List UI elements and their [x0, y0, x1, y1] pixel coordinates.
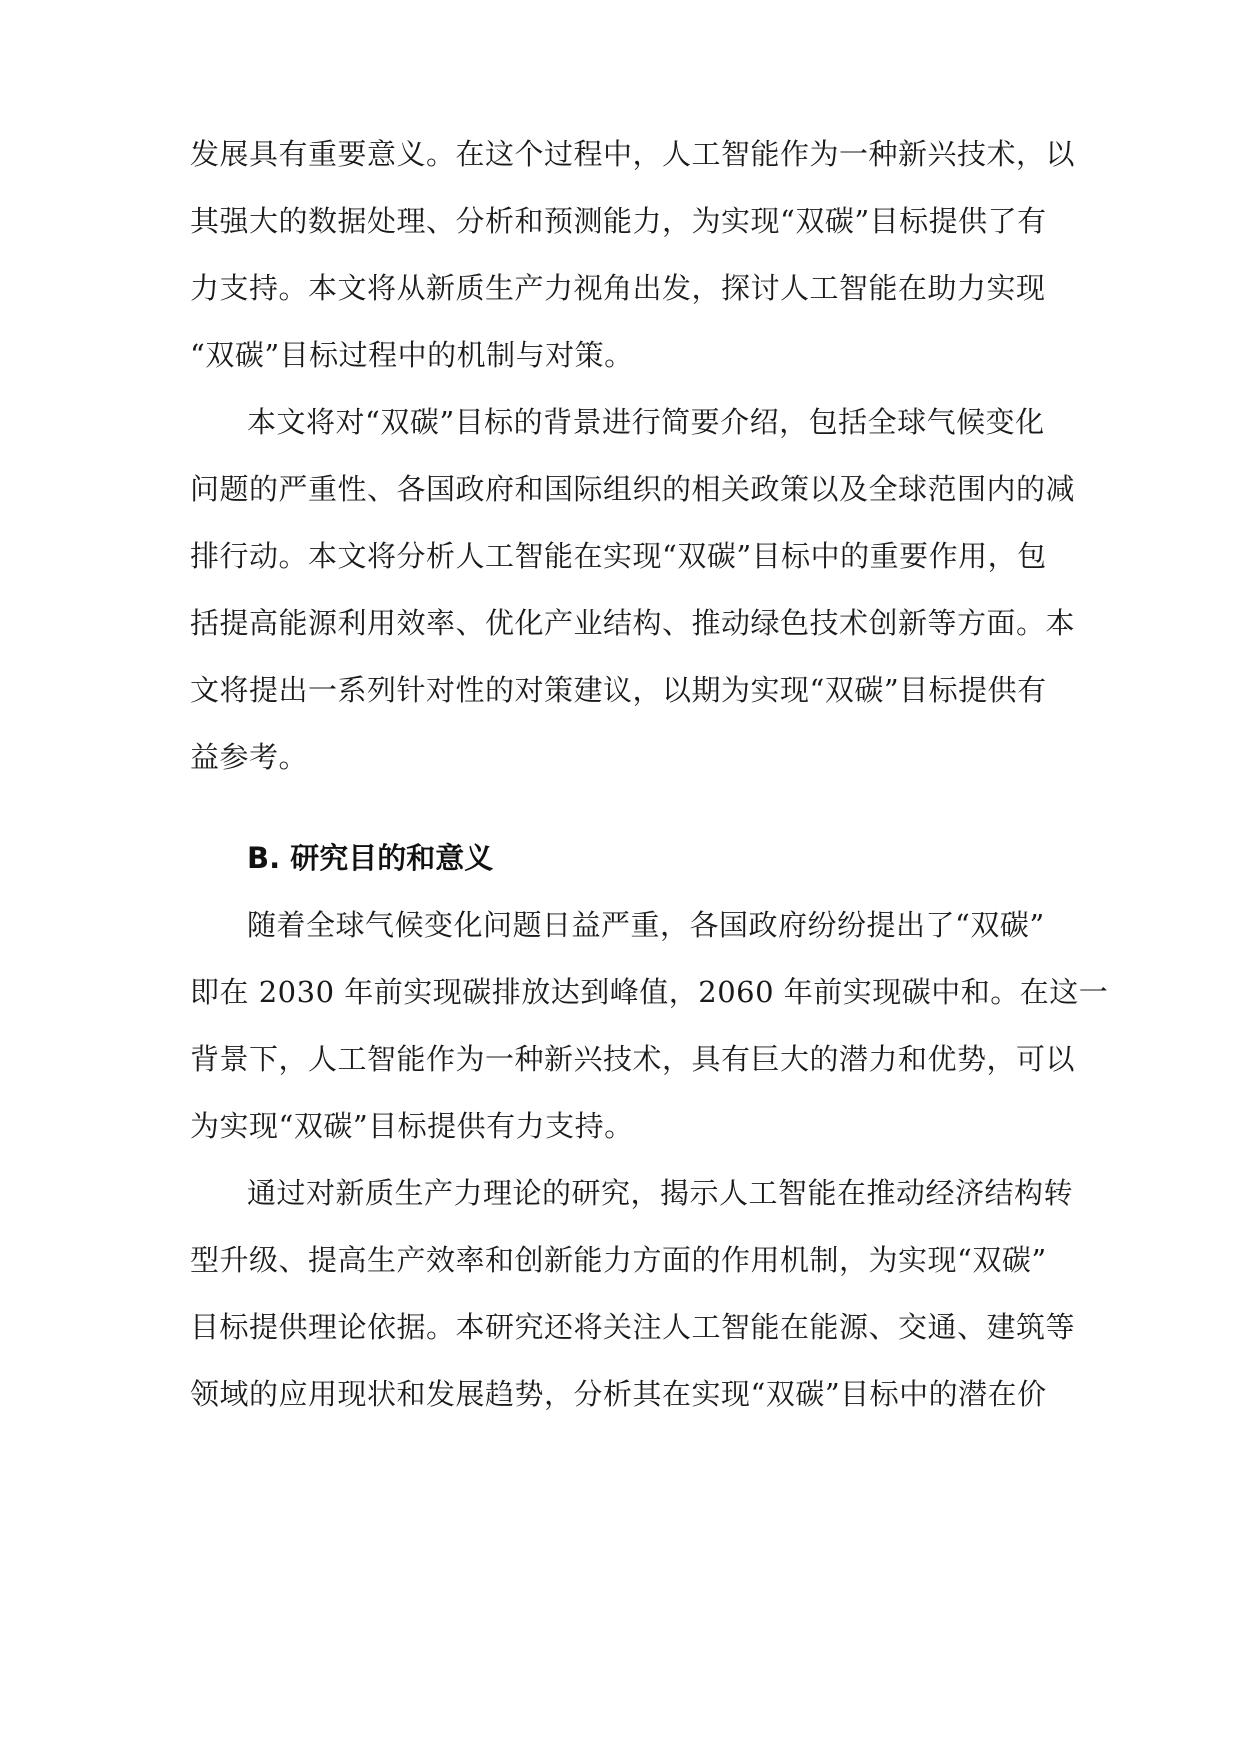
paragraph-2-line-2: 问题的严重性、各国政府和国际组织的相关政策以及全球范围内的减	[190, 472, 1076, 506]
section-heading: B. 研究目的和意义	[247, 841, 494, 875]
paragraph-2-line-5: 文将提出一系列针对性的对策建议，以期为实现“双碳”目标提供有	[190, 673, 1047, 707]
paragraph-3-line-1: 随着全球气候变化问题日益严重，各国政府纷纷提出了“双碳”	[247, 908, 1045, 942]
paragraph-1-line-2: 其强大的数据处理、分析和预测能力，为实现“双碳”目标提供了有	[190, 204, 1047, 238]
paragraph-4-line-2: 型升级、提高生产效率和创新能力方面的作用机制，为实现“双碳”	[190, 1243, 1047, 1277]
paragraph-4-line-4: 领域的应用现状和发展趋势，分析其在实现“双碳”目标中的潜在价	[190, 1377, 1047, 1411]
paragraph-2-line-1: 本文将对“双碳”目标的背景进行简要介绍，包括全球气候变化	[247, 405, 1045, 439]
paragraph-3-line-2: 即在 2030 年前实现碳排放达到峰值，2060 年前实现碳中和。在这一	[190, 975, 1109, 1009]
paragraph-1-line-4: “双碳”目标过程中的机制与对策。	[190, 338, 634, 372]
paragraph-3-line-3: 背景下，人工智能作为一种新兴技术，具有巨大的潜力和优势，可以	[190, 1042, 1076, 1076]
paragraph-3-line-4: 为实现“双碳”目标提供有力支持。	[190, 1109, 634, 1143]
paragraph-1-line-3: 力支持。本文将从新质生产力视角出发，探讨人工智能在助力实现	[190, 271, 1046, 305]
paragraph-2-line-4: 括提高能源利用效率、优化产业结构、推动绿色技术创新等方面。本	[190, 606, 1076, 640]
paragraph-2-line-3: 排行动。本文将分析人工智能在实现“双碳”目标中的重要作用，包	[190, 539, 1047, 573]
paragraph-4-line-3: 目标提供理论依据。本研究还将关注人工智能在能源、交通、建筑等	[190, 1310, 1076, 1344]
paragraph-2-line-6: 益参考。	[190, 740, 309, 774]
paragraph-1-line-1: 发展具有重要意义。在这个过程中，人工智能作为一种新兴技术，以	[190, 137, 1076, 171]
paragraph-4-line-1: 通过对新质生产力理论的研究，揭示人工智能在推动经济结构转	[247, 1176, 1074, 1210]
